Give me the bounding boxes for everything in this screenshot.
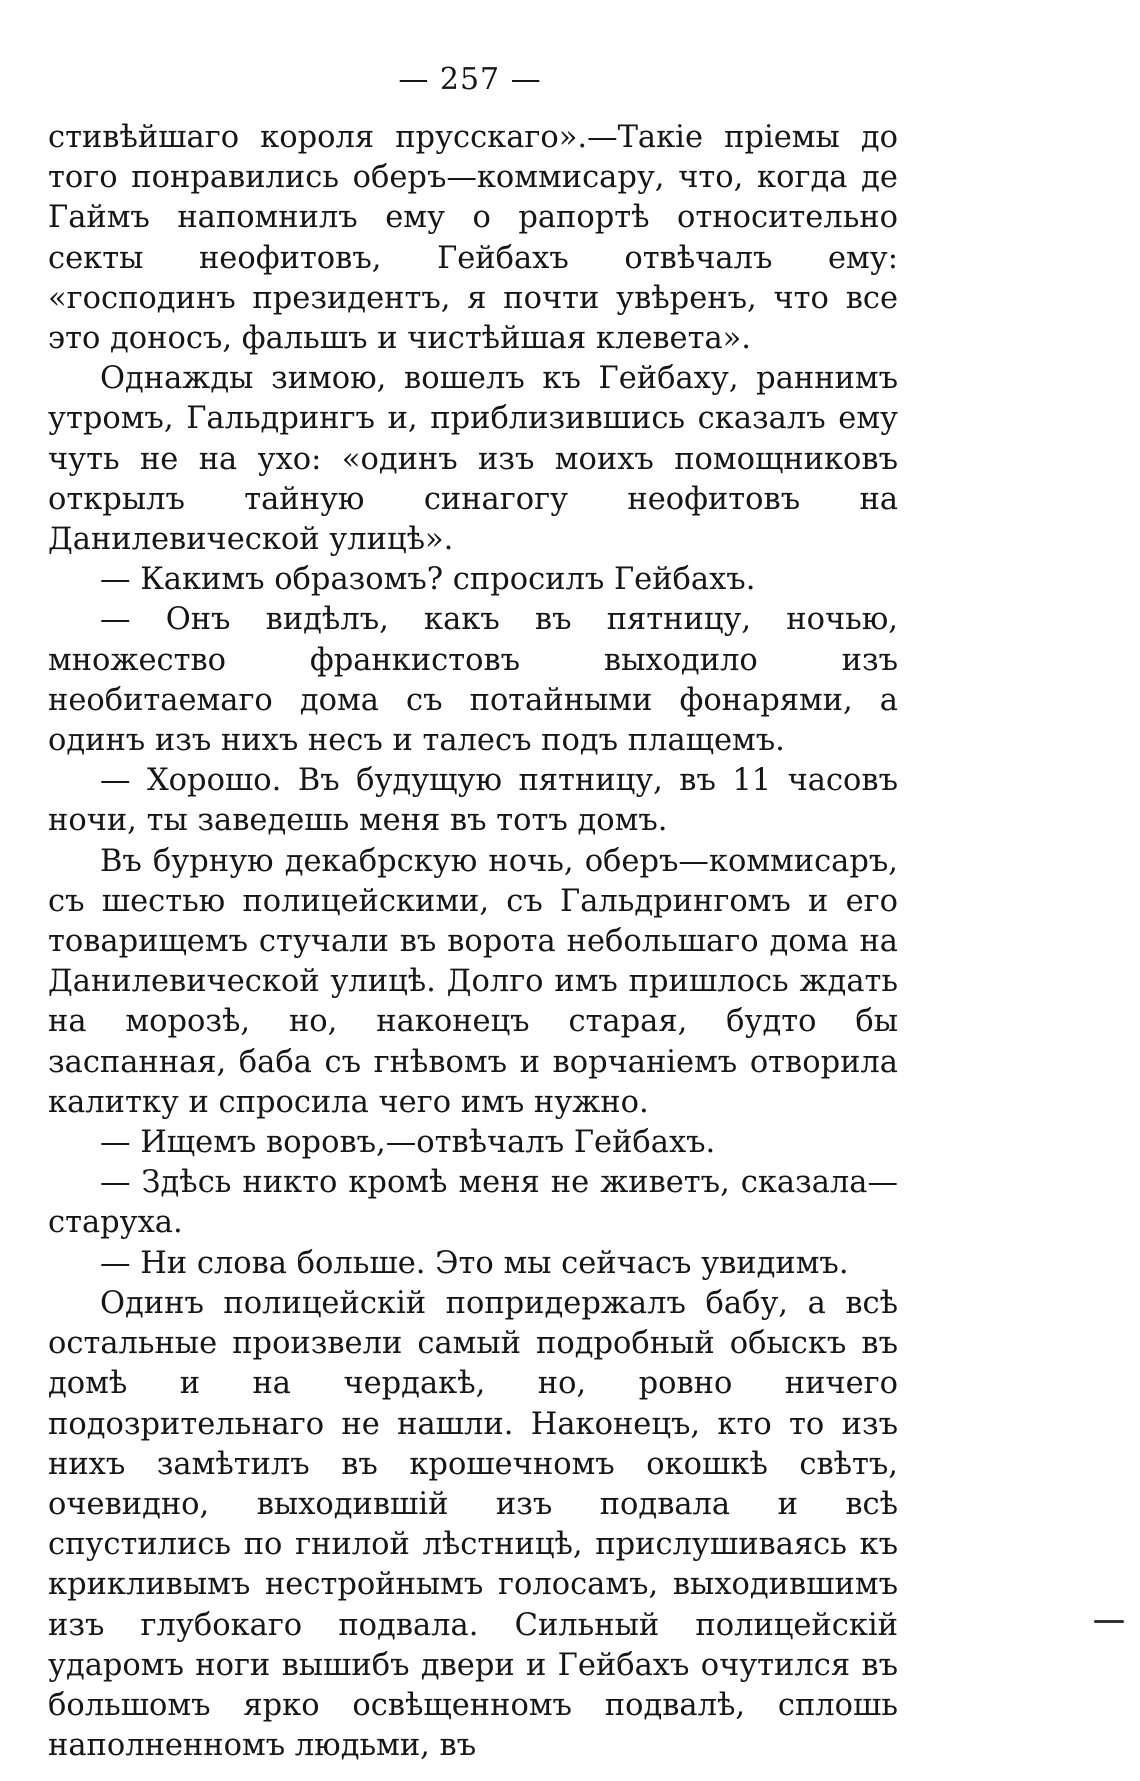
scan-mark (1094, 1620, 1124, 1623)
paragraph: Въ бурную декабрскую ночь, оберъ—коммисаръ, съ шестью полицейскими, съ Гальдрингомъ и его товарищемъ стучали въ ворота небольшаго дома на Данилевической улицѣ. Долго имъ пришлось ждать на морозѣ, но, наконецъ старая, будто бы заспанная, баба съ гнѣвомъ и ворчаніемъ отворила калитку и спросила чего имъ нужно. (48, 843, 898, 1120)
paragraph: Однажды зимою, вошелъ къ Гейбаху, раннимъ утромъ, Гальдрингъ и, приблизившись сказалъ ему чуть не на ухо: «одинъ изъ моихъ помощниковъ открылъ тайную синагогу неофитовъ на Данилевической улицѣ». (48, 361, 898, 558)
body-text (48, 118, 898, 1766)
dialogue-line: — Хорошо. Въ будущую пятницу, въ 11 часовъ ночи, ты заведешь меня въ тотъ домъ. (48, 763, 898, 839)
dialogue-line: — Ищемъ воровъ,—отвѣчалъ Гейбахъ. (100, 1125, 716, 1161)
dialogue-line: — Онъ видѣлъ, какъ въ пятницу, ночью, множество франкистовъ выходило изъ необитаемаго дома съ потайными фонарями, а одинъ изъ нихъ несъ и талесъ подъ плащемъ. (48, 602, 898, 759)
dialogue-line: — Здѣсь никто кромѣ меня не живетъ, сказала—старуха. (48, 1165, 898, 1241)
page-number: — 257 — (398, 62, 542, 97)
paragraph: Одинъ полицейскій попридержалъ бабу, а всѣ остальные произвели самый подробный обыскъ въ домѣ и на чердакѣ, но, ровно ничего подозрительнаго не нашли. Наконецъ, кто то изъ нихъ замѣтилъ въ крошечномъ окошкѣ свѣтъ, очевидно, выходившій изъ подвала и всѣ спустились по гнилой лѣстницѣ, прислушиваясь къ крикливымъ нестройнымъ голосамъ, выходившимъ изъ глубокаго подвала. Сильный полицейскій ударомъ ноги вышибъ двери и Гейбахъ очутился въ большомъ ярко освѣщенномъ подвалѣ, сплошь наполненномъ людьми, въ (48, 1285, 898, 1764)
paragraph: стивѣйшаго короля прусскаго».—Такіе пріемы до того понравились оберъ—коммисару, что, когда де Гаймъ напомнилъ ему о рапортѣ относительно секты неофитовъ, Гейбахъ отвѣчалъ ему: «господинъ президентъ, я почти увѣренъ, что все это доносъ, фальшъ и чистѣйшая клевета». (48, 120, 898, 357)
dialogue-line: — Какимъ образомъ? спросилъ Гейбахъ. (100, 562, 756, 598)
dialogue-line: — Ни слова больше. Это мы сейчасъ увидимъ. (100, 1245, 849, 1281)
